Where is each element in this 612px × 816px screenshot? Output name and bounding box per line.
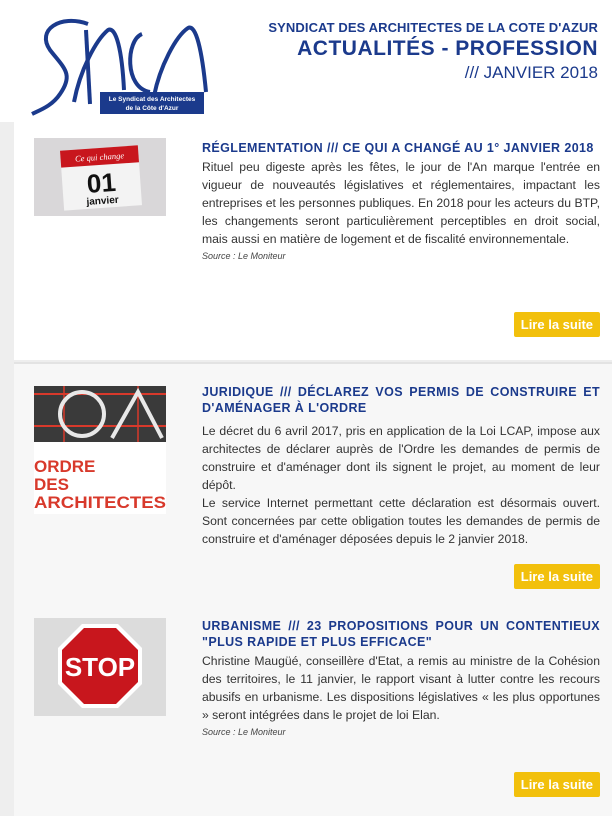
article-title[interactable]: JURIDIQUE /// DÉCLAREZ VOS PERMIS DE CONSTRUIRE ET D'AMÉNAGER À L'ORDRE	[202, 385, 600, 415]
article-reglementation	[14, 122, 612, 360]
article-title[interactable]: RÉGLEMENTATION /// CE QUI A CHANGÉ AU 1° JANVIER 2018	[202, 141, 594, 155]
saca-logo	[30, 10, 212, 118]
newsletter-header	[0, 0, 612, 122]
calendar-image	[34, 138, 166, 216]
article-source: Source : Le Moniteur	[202, 727, 286, 737]
read-more-button[interactable]: Lire la suite	[514, 772, 600, 797]
svg-text:de la Côte d'Azur: de la Côte d'Azur	[125, 105, 179, 112]
article-source: Source : Le Moniteur	[202, 251, 286, 261]
organization-name: SYNDICAT DES ARCHITECTES DE LA COTE D'AZUR	[268, 20, 598, 35]
article-text: Le service Internet permettant cette déclaration est désormais ouvert. Sont concernées par cette obligation toutes les demandes de permis de construire et d'aménager déposées depuis le 2 janvier 2018.	[202, 496, 600, 546]
read-more-button[interactable]: Lire la suite	[514, 312, 600, 337]
stop-sign-image	[34, 618, 166, 716]
article-text: Rituel peu digeste après les fêtes, le jour de l'An marque l'entrée en vigueur de nouveautés législatives et réglementaires, impactant les entreprises et les personnes publiques. En 2018 pour les acteurs du BTP, les changements seront particulièrement perceptibles en droit social, mais aussi en matière de logement et de fiscalité environnementale.	[202, 160, 600, 246]
svg-text:01: 01	[85, 166, 117, 199]
svg-text:STOP: STOP	[64, 652, 136, 682]
newsletter-date: /// JANVIER 2018	[464, 63, 598, 82]
article-title[interactable]: URBANISME /// 23 PROPOSITIONS POUR UN CONTENTIEUX "PLUS RAPIDE ET PLUS EFFICACE"	[202, 619, 600, 649]
svg-text:Le Syndicat des Architectes: Le Syndicat des Architectes	[108, 96, 196, 103]
svg-text:ARCHITECTES: ARCHITECTES	[34, 493, 166, 512]
svg-text:ORDRE: ORDRE	[34, 457, 96, 476]
article-text: Le décret du 6 avril 2017, pris en application de la Loi LCAP, impose aux architectes de déclarer auprès de l'Ordre les demandes de permis de construire et d'aménager dont ils signent le projet, au moment de leur dépôt.	[202, 424, 600, 492]
newsletter-title: ACTUALITÉS - PROFESSION	[297, 37, 598, 60]
article-text: Christine Maugüé, conseillère d'Etat, a remis au ministre de la Cohésion des territoires, le 11 janvier, le rapport visant à lutter contre les recours abusifs en urbanisme. Les dispositions législatives « les plus opportunes » seront intégrées dans le projet de loi Elan.	[202, 654, 600, 722]
read-more-button[interactable]: Lire la suite	[514, 564, 600, 589]
ordre-des-architectes-logo	[34, 386, 166, 514]
svg-text:DES: DES	[34, 475, 69, 494]
article-juridique	[14, 364, 612, 602]
svg-text:Ce qui change: Ce qui change	[74, 150, 125, 164]
article-urbanisme	[14, 602, 612, 816]
svg-text:janvier: janvier	[86, 194, 120, 208]
